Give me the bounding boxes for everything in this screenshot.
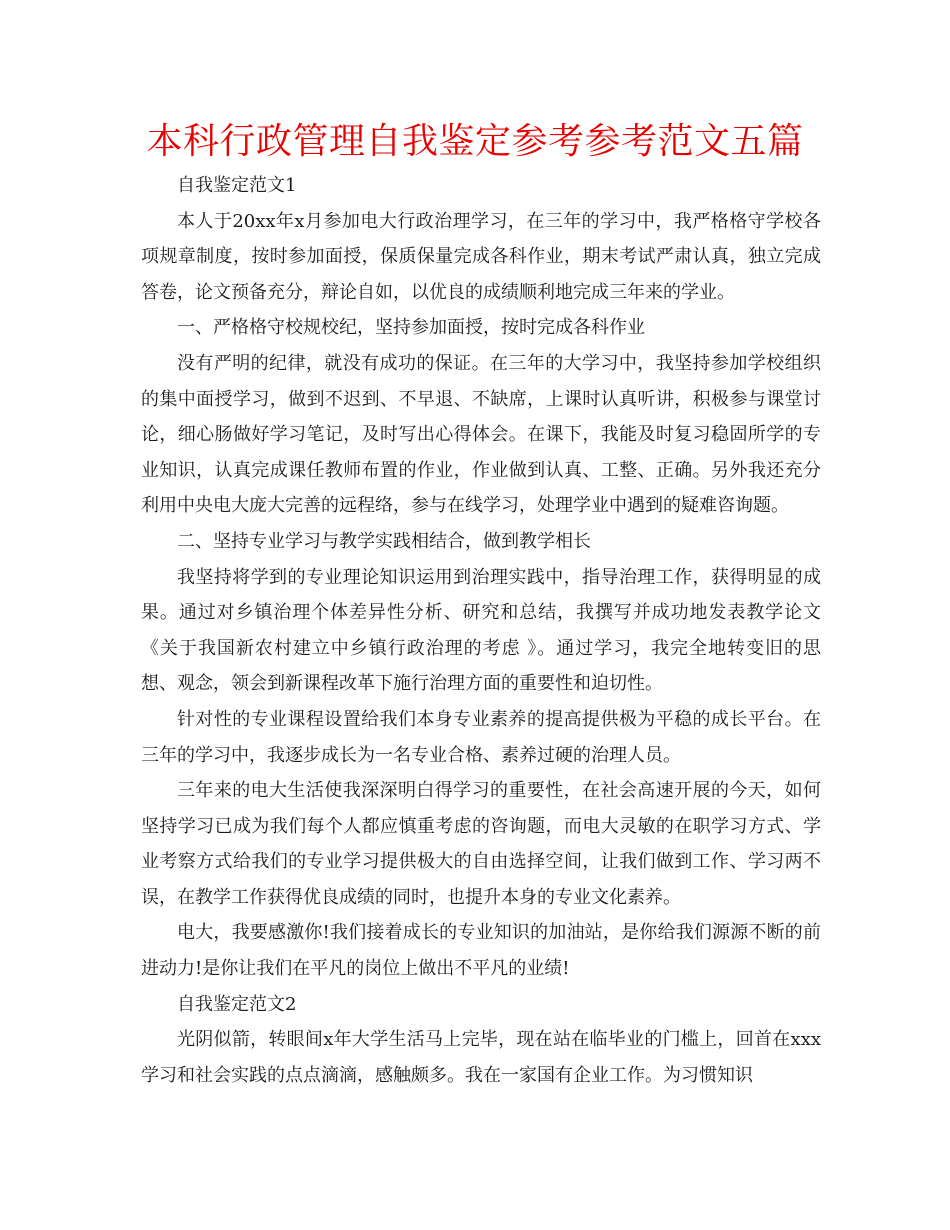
paragraph: 光阴似箭，转眼间x年大学生活马上完毕，现在站在临毕业的门槛上，回首在xxx学习和社会实践的点点滴滴，感触颇多。我在一家国有企业工作。为习惯知识 <box>141 1029 821 1086</box>
paragraph: 电大，我要感激你!我们接着成长的专业知识的加油站，是你给我们源源不断的前进动力!是你让我们在平凡的岗位上做出不平凡的业绩! <box>141 922 821 980</box>
paragraph: 三年来的电大生活使我深深明白得学习的重要性，在社会高速开展的今天，如何坚持学习已成为我们每个人都应慎重考虑的咨询题，而电大灵敏的在职学习方式、学业考察方式给我们的专业学习提供极大的自由选择空间，让我们做到工作、学习两不误，在教学工作获得优良成绩的同时，也提升本身的专业文化素养。 <box>141 780 821 908</box>
subheading-practice: 二、坚持专业学习与教学实践相结合，做到教学相长 <box>177 530 591 552</box>
section-heading-essay-2: 自我鉴定范文2 <box>177 993 297 1015</box>
document-body <box>141 168 821 1093</box>
document-title: 本科行政管理自我鉴定参考参考范文五篇 <box>146 121 804 162</box>
paragraph: 本人于20xx年x月参加电大行政治理学习，在三年的学习中，我严格格守学校各项规章制度，按时参加面授，保质保量完成各科作业，期末考试严肃认真，独立完成答卷，论文预备充分，辩论自如，以优良的成绩顺利地完成三年来的学业。 <box>141 210 821 303</box>
paragraph: 针对性的专业课程设置给我们本身专业素养的提高提供极为平稳的成长平台。在三年的学习中，我逐步成长为一名专业合格、素养过硬的治理人员。 <box>141 708 821 766</box>
paragraph: 没有严明的纪律，就没有成功的保证。在三年的大学习中，我坚持参加学校组织的集中面授学习，做到不迟到、不早退、不缺席，上课时认真听讲，积极参与课堂讨论，细心肠做好学习笔记，及时写出心得体会。在课下，我能及时复习稳固所学的专业知识，认真完成课任教师布置的作业，作业做到认真、工整、正确。另外我还充分利用中央电大庞大完善的远程络，参与在线学习，处理学业中遇到的疑难咨询题。 <box>141 352 821 517</box>
paragraph: 我坚持将学到的专业理论知识运用到治理实践中，指导治理工作，获得明显的成果。通过对乡镇治理个体差异性分析、研究和总结，我撰写并成功地发表教学论文《关于我国新农村建立中乡镇行政治理的考虑 》。通过学习，我完全地转变旧的思想、观念，领会到新课程改革下施行治理方面的重要性和迫切性。 <box>141 566 821 695</box>
subheading-discipline: 一、严格格守校规校纪，坚持参加面授，按时完成各科作业 <box>177 317 645 339</box>
section-heading-essay-1: 自我鉴定范文1 <box>177 175 297 196</box>
